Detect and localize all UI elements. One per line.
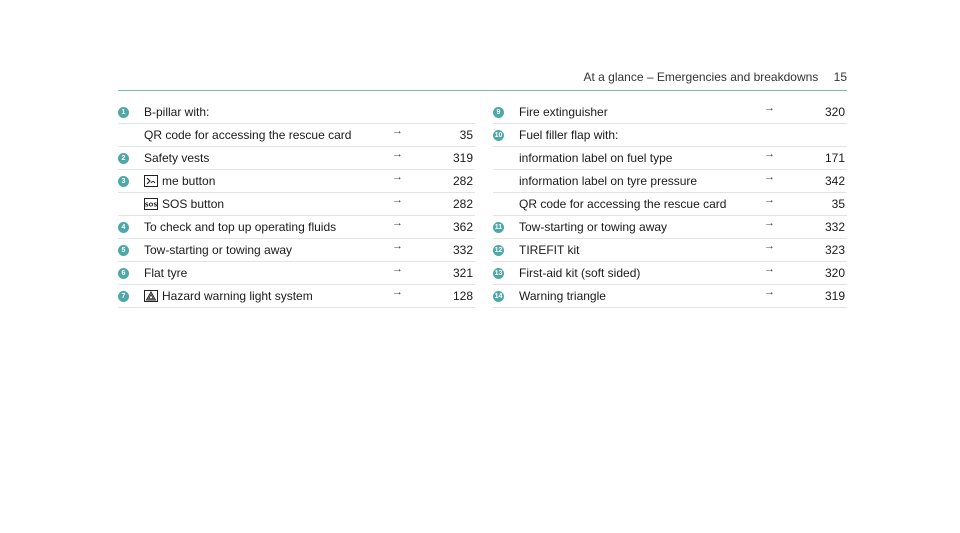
page-reference-link[interactable]: 282 <box>452 174 473 188</box>
item-label-text: me button <box>162 174 216 188</box>
arrow-icon: → <box>764 171 775 183</box>
item-number-badge: 7 <box>118 291 129 302</box>
arrow-icon: → <box>392 217 403 229</box>
item-label: Flat tyre <box>144 266 188 280</box>
arrow-icon: → <box>764 240 775 252</box>
item-number-badge: 11 <box>494 224 503 231</box>
list-item <box>118 101 475 124</box>
list-item <box>493 101 847 124</box>
hazard-warning-icon <box>144 290 158 302</box>
item-label: To check and top up operating fluids <box>144 220 337 234</box>
item-label: B-pillar with: <box>144 105 210 119</box>
arrow-icon: → <box>764 286 775 298</box>
item-number-badge: 5 <box>118 245 129 256</box>
list-item <box>118 239 475 262</box>
list-item <box>493 285 847 308</box>
item-number-badge: 10 <box>494 132 503 139</box>
list-item <box>118 262 475 285</box>
page-reference-link[interactable]: 362 <box>452 220 473 234</box>
item-label: Tow-starting or towing away <box>144 243 293 257</box>
arrow-icon: → <box>764 194 775 206</box>
page-reference-link[interactable]: 332 <box>824 220 845 234</box>
item-number-badge: 1 <box>118 107 129 118</box>
page-reference-link[interactable]: 319 <box>824 289 845 303</box>
list-item <box>493 262 847 285</box>
item-label-with-icon <box>144 285 313 307</box>
item-label-with-icon <box>144 170 215 192</box>
arrow-icon: → <box>764 102 775 114</box>
arrow-icon: → <box>764 148 775 160</box>
page-reference-link[interactable]: 320 <box>824 266 845 280</box>
header-page-number: 15 <box>833 70 847 84</box>
left-column <box>118 101 475 308</box>
item-label: Tow-starting or towing away <box>519 220 668 234</box>
item-label: Safety vests <box>144 151 210 165</box>
item-label-text: SOS button <box>162 197 225 211</box>
item-number-badge: 3 <box>118 176 129 187</box>
list-item <box>493 124 847 147</box>
item-label: TIREFIT kit <box>519 243 580 257</box>
item-number-badge: 9 <box>493 107 504 118</box>
item-number-badge: 2 <box>118 153 129 164</box>
me-connect-icon <box>144 175 158 187</box>
list-item <box>118 124 475 147</box>
page-reference-link[interactable]: 319 <box>452 151 473 165</box>
list-item <box>493 239 847 262</box>
item-label-text: Hazard warning light system <box>162 289 313 303</box>
item-number-badge: 13 <box>494 270 503 277</box>
list-item <box>118 147 475 170</box>
arrow-icon: → <box>392 148 403 160</box>
right-column <box>493 101 847 308</box>
item-label: information label on fuel type <box>519 151 673 165</box>
svg-text:SOS: SOS <box>144 202 158 209</box>
page-reference-link[interactable]: 320 <box>824 105 845 119</box>
arrow-icon: → <box>392 286 403 298</box>
list-item <box>118 170 475 193</box>
item-label: Fuel filler flap with: <box>519 128 619 142</box>
page-reference-link[interactable]: 35 <box>831 197 845 211</box>
arrow-icon: → <box>392 263 403 275</box>
page-reference-link[interactable]: 35 <box>459 128 473 142</box>
page-reference-link[interactable]: 332 <box>452 243 473 257</box>
header-divider <box>118 90 847 91</box>
arrow-icon: → <box>392 171 403 183</box>
arrow-icon: → <box>764 263 775 275</box>
list-item <box>493 216 847 239</box>
list-item <box>118 193 475 216</box>
item-number-badge: 14 <box>494 293 503 300</box>
item-number-badge: 6 <box>118 268 129 279</box>
arrow-icon: → <box>392 125 403 137</box>
page-reference-link[interactable]: 321 <box>452 266 473 280</box>
header-title: At a glance – Emergencies and breakdowns <box>583 70 819 84</box>
arrow-icon: → <box>392 194 403 206</box>
list-item <box>118 285 475 308</box>
item-label: Fire extinguisher <box>519 105 608 119</box>
list-item <box>118 216 475 239</box>
page-reference-link[interactable]: 128 <box>452 289 473 303</box>
list-item <box>493 193 847 216</box>
list-item <box>493 170 847 193</box>
item-number-badge: 12 <box>494 247 503 254</box>
item-label: QR code for accessing the rescue card <box>519 197 727 211</box>
arrow-icon: → <box>764 217 775 229</box>
item-label: First-aid kit (soft sided) <box>519 266 641 280</box>
item-label: information label on tyre pressure <box>519 174 698 188</box>
arrow-icon: → <box>392 240 403 252</box>
list-item <box>493 147 847 170</box>
sos-icon <box>144 198 158 210</box>
page-reference-link[interactable]: 323 <box>824 243 845 257</box>
item-label-with-icon <box>144 193 224 215</box>
page-reference-link[interactable]: 171 <box>824 151 845 165</box>
page-reference-link[interactable]: 342 <box>824 174 845 188</box>
page-reference-link[interactable]: 282 <box>452 197 473 211</box>
item-number-badge: 4 <box>118 222 129 233</box>
page-header <box>583 70 847 84</box>
item-label: QR code for accessing the rescue card <box>144 128 352 142</box>
item-label: Warning triangle <box>519 289 606 303</box>
